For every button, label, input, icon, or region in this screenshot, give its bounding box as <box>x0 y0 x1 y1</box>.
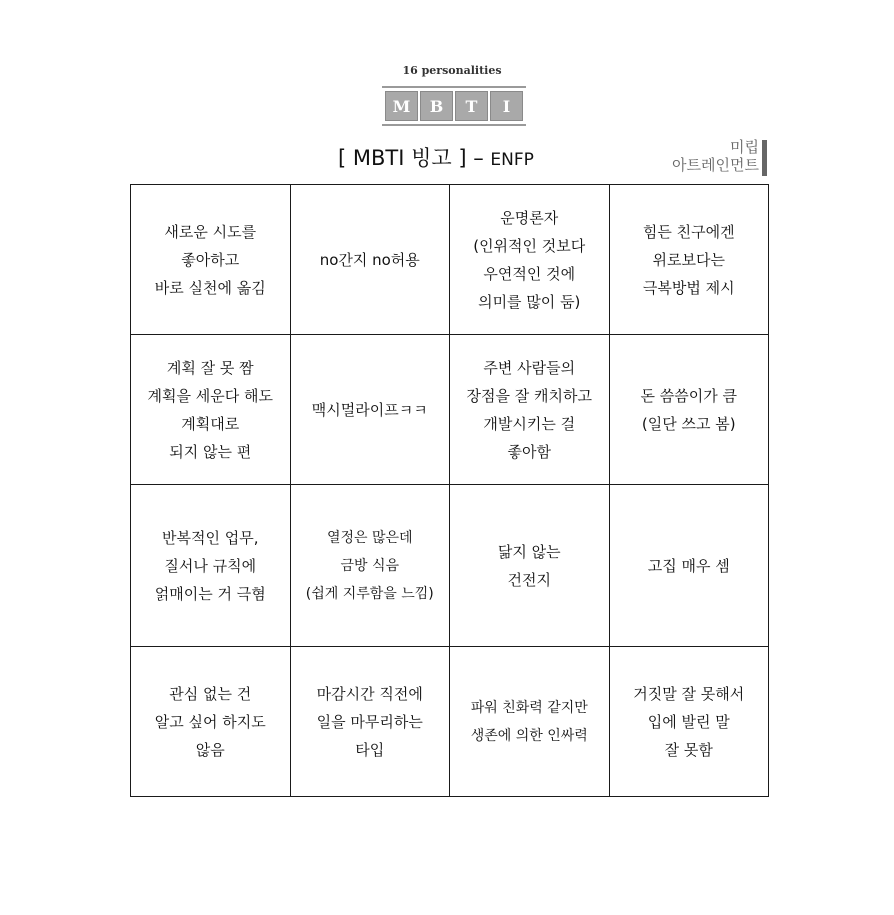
bingo-grid <box>130 184 769 797</box>
bingo-cell: 힘든 친구에겐 위로보다는 극복방법 제시 <box>609 185 769 335</box>
bingo-cell: 열정은 많은데 금방 식음 (쉽게 지루함을 느낌) <box>290 485 450 647</box>
logo-letter-i: I <box>490 91 523 121</box>
bingo-cell: no간지 no허용 <box>290 185 450 335</box>
bingo-cell: 맥시멀라이프ㅋㅋ <box>290 335 450 485</box>
bingo-cell: 운명론자 (인위적인 것보다 우연적인 것에 의미를 많이 둠) <box>450 185 610 335</box>
bingo-cell: 반복적인 업무, 질서나 규칙에 얽매이는 거 극혐 <box>131 485 291 647</box>
bingo-row <box>131 485 769 647</box>
bingo-cell: 주변 사람들의 장점을 잘 캐치하고 개발시키는 걸 좋아함 <box>450 335 610 485</box>
bingo-cell: 마감시간 직전에 일을 마무리하는 타입 <box>290 647 450 797</box>
logo-letter-m: M <box>385 91 418 121</box>
personality-type: ENFP <box>490 150 534 170</box>
bingo-cell: 새로운 시도를 좋아하고 바로 실천에 옮김 <box>131 185 291 335</box>
bingo-row <box>131 647 769 797</box>
bingo-cell: 관심 없는 건 알고 싶어 하지도 않음 <box>131 647 291 797</box>
title-text: [ MBTI 빙고 ] – <box>338 146 491 170</box>
brand-line-1: 미립 <box>730 138 759 156</box>
mbti-logo <box>382 86 526 126</box>
brand-line-2: 아트레인먼트 <box>672 156 759 174</box>
logo-letter-b: B <box>420 91 453 121</box>
brand-bar <box>762 140 767 176</box>
logo-letter-t: T <box>455 91 488 121</box>
bingo-cell: 계획 잘 못 짬 계획을 세운다 해도 계획대로 되지 않는 편 <box>131 335 291 485</box>
brand-mark <box>672 138 759 174</box>
bingo-cell: 고집 매우 셈 <box>609 485 769 647</box>
page-title <box>338 142 534 172</box>
bingo-row <box>131 185 769 335</box>
bingo-row <box>131 335 769 485</box>
bingo-cell: 닮지 않는 건전지 <box>450 485 610 647</box>
bingo-cell: 거짓말 잘 못해서 입에 발린 말 잘 못함 <box>609 647 769 797</box>
bingo-cell: 파워 친화력 같지만 생존에 의한 인싸력 <box>450 647 610 797</box>
subtitle: 16 personalities <box>402 64 502 77</box>
bingo-cell: 돈 씀씀이가 큼 (일단 쓰고 봄) <box>609 335 769 485</box>
